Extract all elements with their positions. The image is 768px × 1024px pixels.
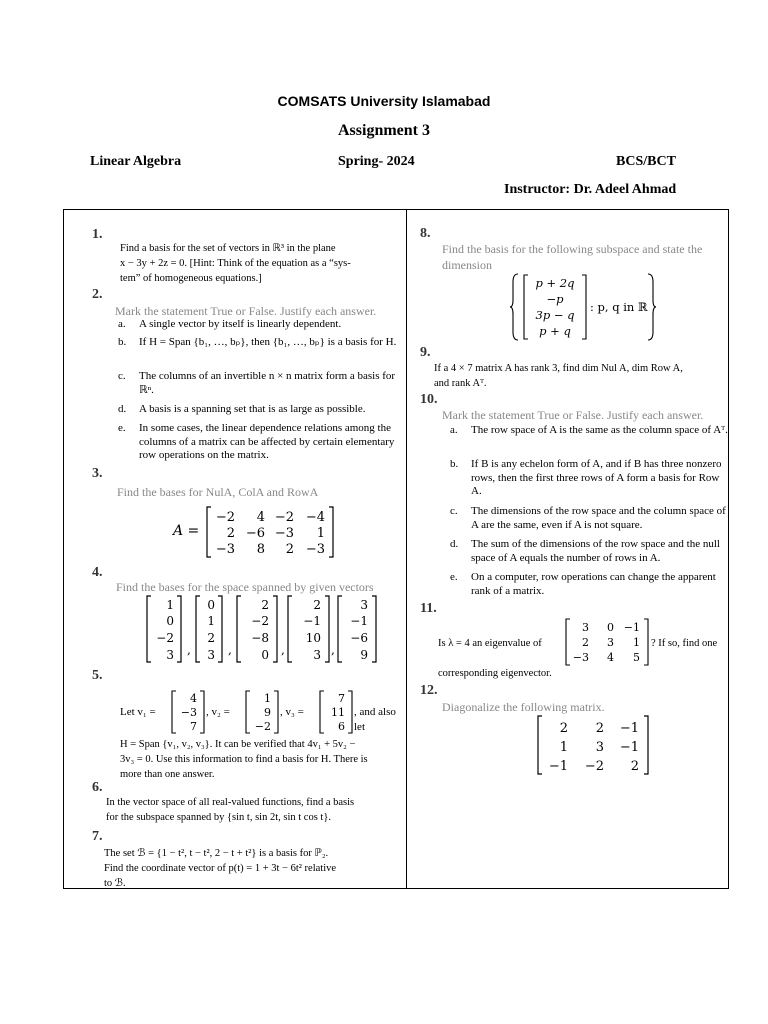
- assignment-title: Assignment 3: [337, 122, 430, 139]
- q10-item-a: a. The row space of A is the same as the column space of Aᵀ.: [450, 424, 728, 436]
- q5-let: Let v₁ =: [120, 706, 156, 718]
- q8-number: 8.: [420, 226, 431, 241]
- q3-instruction: Find the bases for NulA, ColA and RowA: [117, 485, 319, 499]
- semester: Spring- 2024: [338, 154, 415, 169]
- q4-number: 4.: [92, 565, 103, 580]
- column-divider: [406, 209, 407, 889]
- q5-v2-label: , v₂ =: [206, 706, 230, 718]
- q7-line3: to ℬ.: [104, 878, 126, 889]
- q4-v5: 3: [360, 598, 368, 612]
- q4-v5: −6: [350, 631, 368, 645]
- q4-v1: 1: [166, 598, 174, 612]
- q1-line3: tem” of homogeneous equations.]: [120, 273, 262, 284]
- q2-item-d: d. A basis is a spanning set that is as large as possible.: [118, 403, 366, 415]
- q8-text: [442, 241, 722, 273]
- q4-v4: 10: [305, 631, 321, 645]
- q9-text: [434, 361, 726, 391]
- q11-cell: 3: [582, 621, 589, 634]
- q10-item-b: b. If B is any echelon form of A, and if B has three nonzero rows, then the first three rows of A form a basis for Row A.: [450, 458, 722, 497]
- q11-cell: 5: [633, 651, 640, 664]
- q5-v1-matrix: [170, 689, 206, 735]
- q5-v2-entry: 1: [264, 692, 271, 705]
- q5-v3-label: , v₃ =: [280, 706, 304, 718]
- q3-cell: −3: [274, 526, 294, 541]
- q6-line2: for the subspace spanned by {sin t, sin 2t, sin t cos t}.: [106, 812, 332, 823]
- q11-cell: −3: [572, 651, 589, 664]
- q3-cell: 4: [256, 510, 265, 525]
- q12-cell: −1: [619, 721, 639, 736]
- program: BCS/BCT: [616, 154, 676, 169]
- q12-cell: 2: [630, 759, 639, 774]
- q2-number: 2.: [92, 287, 103, 302]
- q3-matrix-label: A =: [173, 523, 200, 539]
- instructor: Instructor: Dr. Adeel Ahmad: [504, 182, 677, 197]
- q5-v3-matrix: [318, 689, 354, 735]
- q8-entry: −p: [546, 292, 564, 306]
- q11-cell: 0: [607, 621, 614, 634]
- q7-line1: The set ℬ = {1 − t², t − t², 2 − t + t²} is a basis for ℙ₂.: [104, 848, 329, 859]
- q6-text: [106, 795, 402, 825]
- university-name: COMSATS University Islamabad: [277, 93, 491, 109]
- q4-v3: −2: [251, 614, 269, 628]
- q4-v2: 3: [207, 648, 215, 662]
- q4-v3: 2: [261, 598, 269, 612]
- q3-cell: −3: [215, 542, 235, 557]
- q6-line1: In the vector space of all real-valued functions, find a basis: [106, 797, 355, 808]
- q3-cell: −2: [215, 510, 235, 525]
- q11-suffix: ? If so, find one: [651, 638, 718, 649]
- q2-item-b: b. If H = Span {b₁, …, bₚ}, then {b₁, …, bₚ} is a basis for H.: [118, 336, 397, 348]
- q4-v5: −1: [350, 614, 368, 628]
- q10-item-e: e. On a computer, row operations can change the apparent rank of a matrix.: [450, 571, 716, 597]
- q2-item-a: a. A single vector by itself is linearly dependent.: [118, 318, 342, 330]
- q3-cell: 2: [226, 526, 235, 541]
- q4-v5: 9: [360, 648, 368, 662]
- q4-v2: 2: [207, 631, 215, 645]
- q12-number: 12.: [420, 683, 438, 698]
- q5-tail: , and also let: [354, 706, 396, 733]
- q3-number: 3.: [92, 466, 103, 481]
- q11-cell: 3: [607, 636, 614, 649]
- q4-v1: −2: [156, 631, 174, 645]
- q8-condition: : p, q in ℝ: [590, 300, 648, 314]
- q3-cell: −6: [245, 526, 265, 541]
- q1-line1: Find a basis for the set of vectors in ℝ³ in the plane: [120, 243, 336, 254]
- q8-subspace-set: [510, 272, 660, 342]
- q5-v2-matrix: [244, 689, 280, 735]
- q10-instruction: Mark the statement True or False. Justify each answer.: [442, 408, 704, 422]
- q4-v1: 0: [166, 614, 174, 628]
- q8-entry: p + q: [539, 324, 571, 338]
- q4-v1: 3: [166, 648, 174, 662]
- q4-v3: 0: [261, 648, 269, 662]
- q5-line2: 3v₃ = 0. Use this information to find a basis for H. There is: [120, 754, 368, 765]
- q4-v2: 1: [207, 614, 215, 628]
- q11-cell: −1: [623, 621, 640, 634]
- q10-item-c: c. The dimensions of the row space and the column space of A are the same, even if A is not square.: [450, 505, 726, 531]
- q5-v1-entry: 4: [190, 692, 197, 705]
- q12-instruction: Diagonalize the following matrix.: [442, 700, 605, 714]
- q1-text: [120, 241, 394, 286]
- q11-cell: 4: [607, 651, 614, 664]
- q3-cell: 2: [285, 542, 294, 557]
- q12-cell: −1: [548, 759, 568, 774]
- q7-line2: Find the coordinate vector of p(t) = 1 + 3t − 6t² relative: [104, 863, 337, 874]
- q4-comma: ,: [187, 643, 191, 657]
- q4-instruction: Find the bases for the space spanned by given vectors: [116, 580, 374, 594]
- q3-cell: 1: [316, 526, 325, 541]
- q5-v3-entry: 7: [338, 692, 345, 705]
- q8-line2: dimension: [442, 258, 492, 272]
- q4-v3: −8: [251, 631, 269, 645]
- course-name: Linear Algebra: [90, 154, 182, 169]
- q5-v1-entry: −3: [180, 706, 197, 719]
- q12-cell: 3: [595, 740, 604, 755]
- q12-cell: 2: [559, 721, 568, 736]
- q11-matrix: [564, 617, 650, 667]
- q3-matrix: [205, 505, 335, 559]
- q3-cell: −4: [305, 510, 325, 525]
- q1-number: 1.: [92, 227, 103, 242]
- q4-comma: ,: [281, 643, 285, 657]
- q8-entry: p + 2q: [535, 276, 575, 290]
- q7-number: 7.: [92, 829, 103, 844]
- q10-item-d: d. The sum of the dimensions of the row space and the null space of A equals the number of rows in A.: [450, 538, 720, 564]
- q9-line1: If a 4 × 7 matrix A has rank 3, find dim Nul A, dim Row A,: [434, 363, 683, 374]
- q12-cell: −1: [619, 740, 639, 755]
- q6-number: 6.: [92, 780, 103, 795]
- q12-matrix: [536, 714, 652, 776]
- q5-v2-entry: 9: [264, 706, 271, 719]
- q3-cell: 8: [256, 542, 265, 557]
- q1-line2: x − 3y + 2z = 0. [Hint: Think of the equation as a “sys-: [120, 258, 351, 269]
- q4-vectors: [145, 594, 380, 666]
- q2-item-e: e. In some cases, the linear dependence relations among the columns of a matrix can be affected by certain elementary row operations on the matrix.: [118, 422, 395, 461]
- q11-cell: 1: [633, 636, 640, 649]
- q4-comma: ,: [228, 643, 232, 657]
- q4-v2: 0: [207, 598, 215, 612]
- q11-line2: corresponding eigenvector.: [438, 668, 552, 679]
- q3-cell: −2: [274, 510, 294, 525]
- q5-number: 5.: [92, 668, 103, 683]
- q8-entry: 3p − q: [535, 308, 575, 322]
- q5-line3: more than one answer.: [120, 769, 215, 780]
- q11-number: 11.: [420, 601, 437, 616]
- q10-number: 10.: [420, 392, 438, 407]
- q2-instruction: Mark the statement True or False. Justify each answer.: [115, 304, 377, 318]
- q5-v3-entry: 6: [338, 720, 345, 733]
- q5-text: [120, 737, 405, 782]
- q11-cell: 2: [582, 636, 589, 649]
- q9-number: 9.: [420, 345, 431, 360]
- q7-text: [104, 846, 404, 891]
- q9-line2: and rank Aᵀ.: [434, 378, 487, 389]
- q11-prefix: Is λ = 4 an eigenvalue of: [438, 638, 542, 649]
- q12-cell: −2: [584, 759, 604, 774]
- q8-line1: Find the basis for the following subspace and state the: [442, 242, 703, 256]
- q4-comma: ,: [331, 643, 335, 657]
- q5-vectors-row: [120, 689, 405, 735]
- q5-v3-entry: 11: [331, 706, 345, 719]
- q4-v4: 2: [313, 598, 321, 612]
- q12-cell: 1: [559, 740, 568, 755]
- q5-v1-entry: 7: [190, 720, 197, 733]
- q5-line1: H = Span {v₁, v₂, v₃}. It can be verified that 4v₁ + 5v₂ −: [120, 739, 356, 750]
- q3-cell: −3: [305, 542, 325, 557]
- q12-cell: 2: [595, 721, 604, 736]
- q5-v2-entry: −2: [254, 720, 271, 733]
- q4-v4: 3: [313, 648, 321, 662]
- q2-item-c: c. The columns of an invertible n × n matrix form a basis for ℝⁿ.: [118, 370, 396, 396]
- q4-v4: −1: [303, 614, 321, 628]
